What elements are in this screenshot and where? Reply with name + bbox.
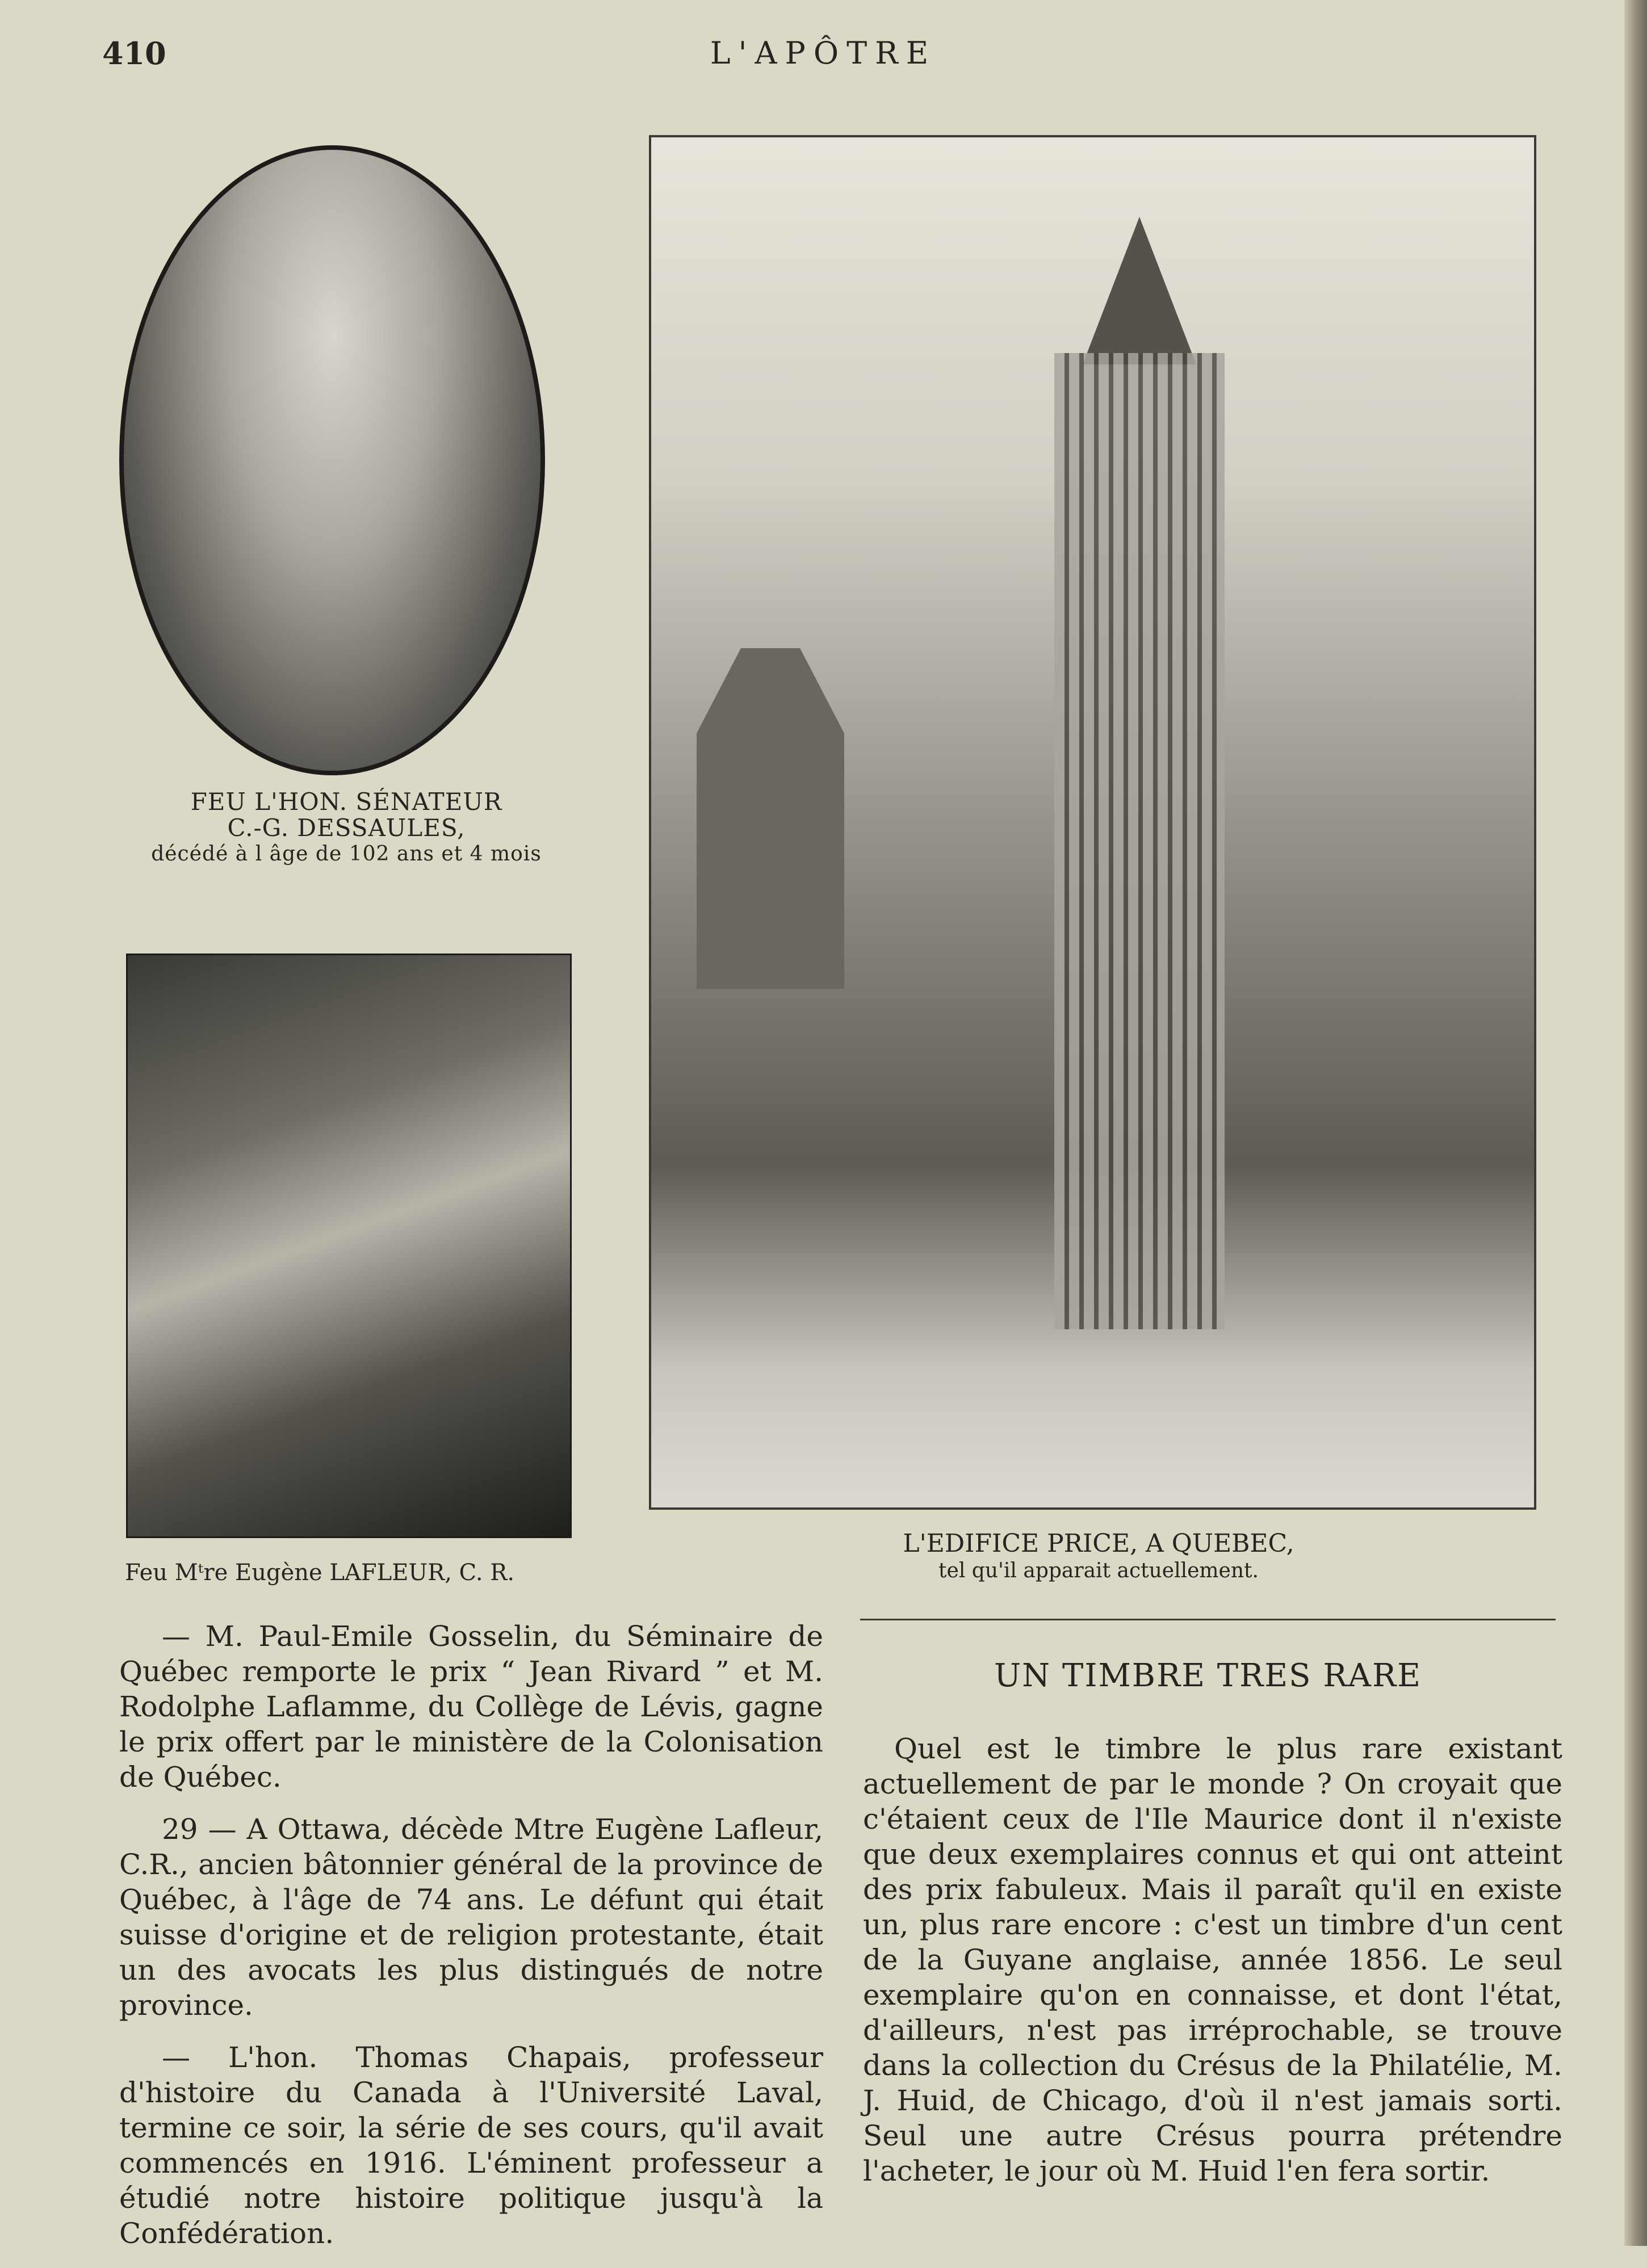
running-title: L'APÔTRE (710, 35, 937, 71)
caption-lafleur: Feu Mᵗre Eugène LAFLEUR, C. R. (125, 1560, 515, 1586)
photo-edifice-price (649, 135, 1536, 1510)
paragraph-gosselin: — M. Paul-Emile Gosselin, du Séminaire de Québec remporte le prix “ Jean Rivard ” et M. Rodolphe Laflamme, du Collège de Lévis, gagne le prix offert par le ministère de la Colonisation de Québec. (119, 1620, 823, 1794)
caption-price (829, 1530, 1368, 1585)
portrait-lafleur (126, 954, 572, 1538)
paragraph-chapais: — L'hon. Thomas Chapais, professeur d'histoire du Canada à l'Université Laval, termine ce soir, la série de ses cours, qu'il avait commencés en 1916. L'éminent professeur a étudié notre histoire politique jusqu'à la Confédération. (119, 2041, 823, 2250)
tower-roof (1083, 217, 1196, 364)
caption-price-line2: tel qu'il apparait actuellement. (938, 1559, 1259, 1582)
paragraph-timbre: Quel est le timbre le plus rare existant actuellement de par le monde ? On croyait que c'étaient ceux de l'Ile Maurice dont il n'existe que deux exemplaires connus et qui ont atteint des prix fabuleux. Mais il paraît qu'il en existe un, plus rare encore : c'est un timbre d'un cent de la Guyane anglaise, année 1856. Le seul exemplaire qu'on en connaisse, et dont l'état, d'ailleurs, n'est pas irréprochable, se trouve dans la collection du Crésus de la Philatélie, M. J. Huid, de Chicago, d'où il n'est jamais sorti. Seul une autre Crésus pourra prétendre l'acheter, le jour où M. Huid l'en fera sortir. (863, 1732, 1562, 2187)
left-column (119, 1619, 823, 2268)
column-rule (860, 1619, 1556, 1620)
article-heading: UN TIMBRE TRES RARE (994, 1657, 1422, 1694)
caption-dessaules (119, 789, 573, 867)
portrait-dessaules (119, 145, 545, 775)
caption-dessaules-line3: décédé à l âge de 102 ans et 4 mois (151, 842, 542, 866)
caption-price-line1: L'EDIFICE PRICE, A QUEBEC, (903, 1529, 1294, 1558)
paragraph-lafleur: 29 — A Ottawa, décède Mtre Eugène Lafleur, C.R., ancien bâtonnier général de la province de Québec, à l'âge de 74 ans. Le défunt qui était suisse d'origine et de religion protestante, était un des avocats les plus distingués de notre province. (119, 1813, 823, 2022)
caption-dessaules-line1: FEU L'HON. SÉNATEUR (190, 788, 502, 816)
right-column (863, 1731, 1562, 2189)
caption-dessaules-line2: C.-G. DESSAULES, (227, 814, 466, 842)
book-spine (1624, 0, 1647, 2246)
page-number: 410 (102, 35, 166, 72)
chateau-silhouette (697, 648, 844, 989)
tower-facade (1054, 353, 1225, 1329)
